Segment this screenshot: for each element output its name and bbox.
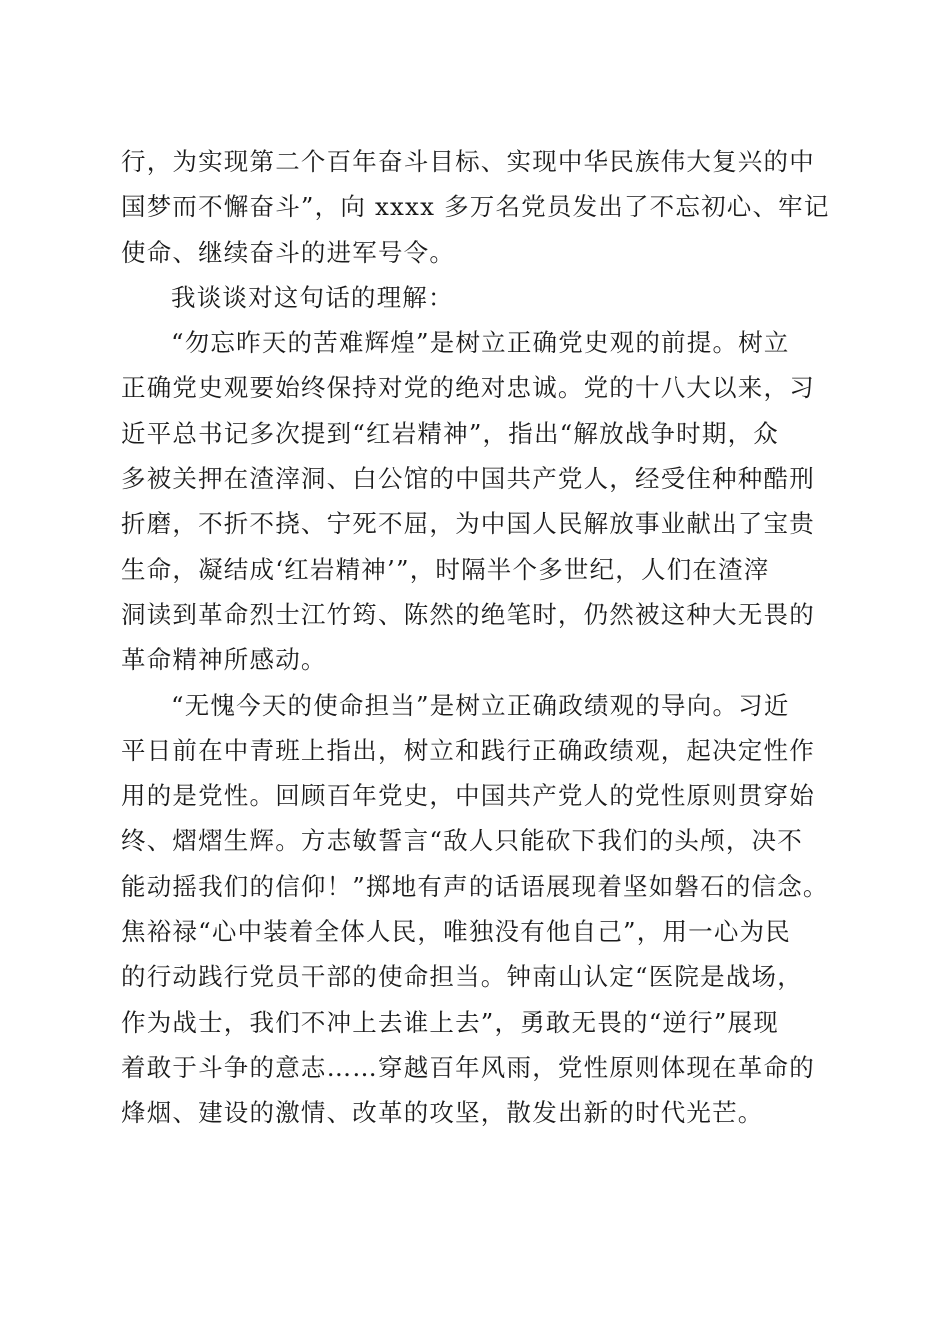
paragraph-first-line: 我谈谈对这句话的理解： bbox=[171, 282, 454, 312]
text-line: 着敢于斗争的意志……穿越百年风雨，党性原则体现在革命的 bbox=[121, 1052, 815, 1082]
text-line: 革命精神所感动。 bbox=[121, 645, 327, 675]
text-line: 烽烟、建设的激情、改革的攻坚，散发出新的时代光芒。 bbox=[121, 1098, 764, 1128]
body-text bbox=[121, 139, 833, 1136]
paragraph-first-line: “无愧今天的使命担当”是树立正确政绩观的导向。习近 bbox=[171, 690, 790, 720]
text-line: 终、熠熠生辉。方志敏誓言“敌人只能砍下我们的头颅，决不 bbox=[121, 826, 803, 856]
text-line: 国梦而不懈奋斗”，向 xxxx 多万名党员发出了不忘初心、牢记 bbox=[121, 192, 830, 222]
text-line: 平日前在中青班上指出，树立和践行正确政绩观，起决定性作 bbox=[121, 735, 815, 765]
text-line: 的行动践行党员干部的使命担当。钟南山认定“医院是战场， bbox=[121, 962, 803, 992]
text-line: 折磨，不折不挠、宁死不屈，为中国人民解放事业献出了宝贵 bbox=[121, 509, 815, 539]
text-line: 能动摇我们的信仰！”掷地有声的话语展现着坚如磐石的信念。 bbox=[121, 871, 829, 901]
text-line: 焦裕禄“心中装着全体人民，唯独没有他自己”，用一心为民 bbox=[121, 917, 791, 947]
paragraph-first-line: “勿忘昨天的苦难辉煌”是树立正确党史观的前提。树立 bbox=[171, 328, 790, 358]
text-line: 近平总书记多次提到“红岩精神”，指出“解放战争时期，众 bbox=[121, 418, 779, 448]
text-line: 正确党史观要始终保持对党的绝对忠诚。党的十八大以来，习 bbox=[121, 373, 815, 403]
text-line: 多被关押在渣滓洞、白公馆的中国共产党人，经受住种种酷刑 bbox=[121, 464, 815, 494]
text-line: 生命，凝结成‘红岩精神’”，时隔半个多世纪，人们在渣滓 bbox=[121, 554, 770, 584]
text-line: 用的是党性。回顾百年党史，中国共产党人的党性原则贯穿始 bbox=[121, 781, 815, 811]
text-line: 使命、继续奋斗的进军号令。 bbox=[121, 237, 456, 267]
text-line: 行，为实现第二个百年奋斗目标、实现中华民族伟大复兴的中 bbox=[121, 147, 815, 176]
text-line: 作为战士，我们不冲上去谁上去”，勇敢无畏的“逆行”展现 bbox=[121, 1007, 779, 1037]
text-line: 洞读到革命烈士江竹筠、陈然的绝笔时，仍然被这种大无畏的 bbox=[121, 599, 815, 629]
